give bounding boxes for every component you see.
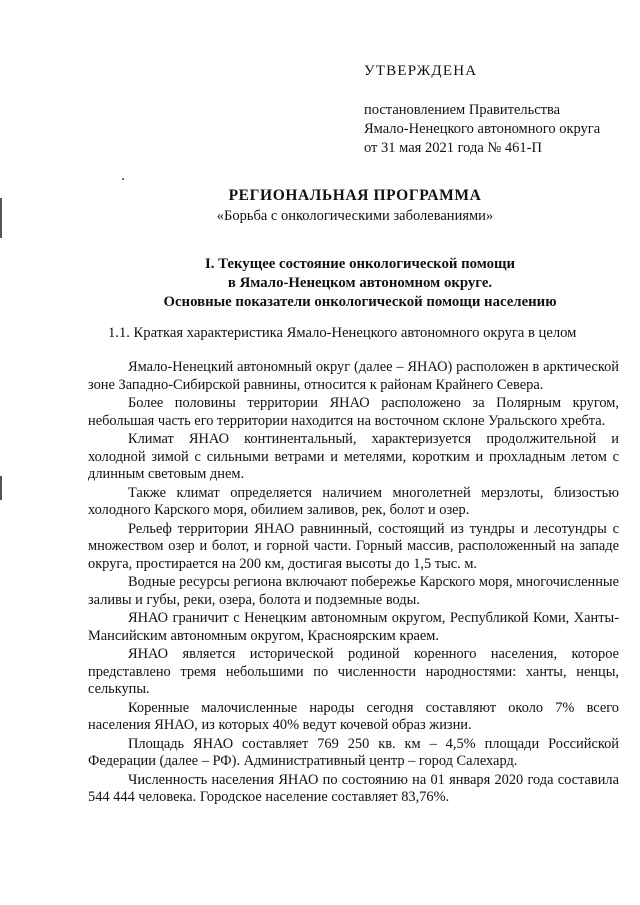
- paragraph: Коренные малочисленные народы сегодня составляют около 7% всего населения ЯНАО, из которых 40% ведут кочевой образ жизни.: [88, 699, 619, 734]
- scan-edge-mark: [0, 476, 2, 500]
- program-title-block: [60, 186, 640, 226]
- section-heading-line: в Ямало-Ненецком автономном округе.: [227, 275, 493, 291]
- approval-line: от 31 мая 2021 года № 461-П: [364, 140, 542, 156]
- paragraph: ЯНАО является исторической родиной коренного населения, которое представлено тремя небольшими по численности народностями: ханты, ненцы, селькупы.: [88, 646, 619, 698]
- paragraph: Ямало-Ненецкий автономный округ (далее – ЯНАО) расположен в арктической зоне Западно-Сибирской равнины, относится к районам Крайнего Севера.: [88, 359, 619, 393]
- section-heading-line: Основные показатели онкологической помощи населению: [163, 294, 557, 310]
- body-text: [88, 359, 619, 808]
- subsection-heading: 1.1. Краткая характеристика Ямало-Ненецкого автономного округа в целом: [108, 325, 577, 341]
- paragraph: Численность населения ЯНАО по состоянию на 01 января 2020 года составила 544 444 человека. Городское население составляет 83,76%.: [88, 771, 619, 806]
- paragraph: Рельеф территории ЯНАО равнинный, состоящий из тундры и лесотундры с множеством озер и болот, и горной части. Горный массив, расположенный на западе округа, простирается на 200 км, достигая высоты до 1,5 тыс. м.: [88, 520, 619, 572]
- paragraph: Площадь ЯНАО составляет 769 250 кв. км – 4,5% площади Российской Федерации (далее – РФ). Административный центр – город Салехард.: [88, 735, 619, 770]
- approval-stamp: УТВЕРЖДЕНА: [364, 63, 478, 79]
- scan-speck: [122, 178, 124, 180]
- section-heading-line: I. Текущее состояние онкологической помощи: [204, 256, 516, 272]
- paragraph: Более половины территории ЯНАО расположено за Полярным кругом, небольшая часть его территории находится на восточном склоне Уральского хребта.: [88, 394, 619, 429]
- paragraph: ЯНАО граничит с Ненецким автономным округом, Республикой Коми, Ханты-Мансийским автономным округом, Красноярским краем.: [88, 610, 619, 644]
- paragraph: Также климат определяется наличием многолетней мерзлоты, близостью холодного Карского моря, обилием заливов, рек, болот и озер.: [88, 484, 619, 519]
- program-subtitle: «Борьба с онкологическими заболеваниями»: [216, 208, 494, 224]
- approval-line: постановлением Правительства: [364, 102, 561, 118]
- approval-line: Ямало-Ненецкого автономного округа: [364, 121, 601, 137]
- paragraph: Климат ЯНАО континентальный, характеризуется продолжительной и холодной зимой с сильными ветрами и метелями, коротким и прохладным летом с длинным световым днем.: [88, 430, 619, 483]
- program-title: РЕГИОНАЛЬНАЯ ПРОГРАММА: [228, 187, 482, 204]
- approval-block: [364, 62, 634, 158]
- paragraph: Водные ресурсы региона включают побережье Карского моря, многочисленные заливы и губы, реки, озера, болота и подземные воды.: [88, 574, 619, 608]
- section-heading: [100, 255, 620, 312]
- scan-edge-mark: [0, 198, 2, 238]
